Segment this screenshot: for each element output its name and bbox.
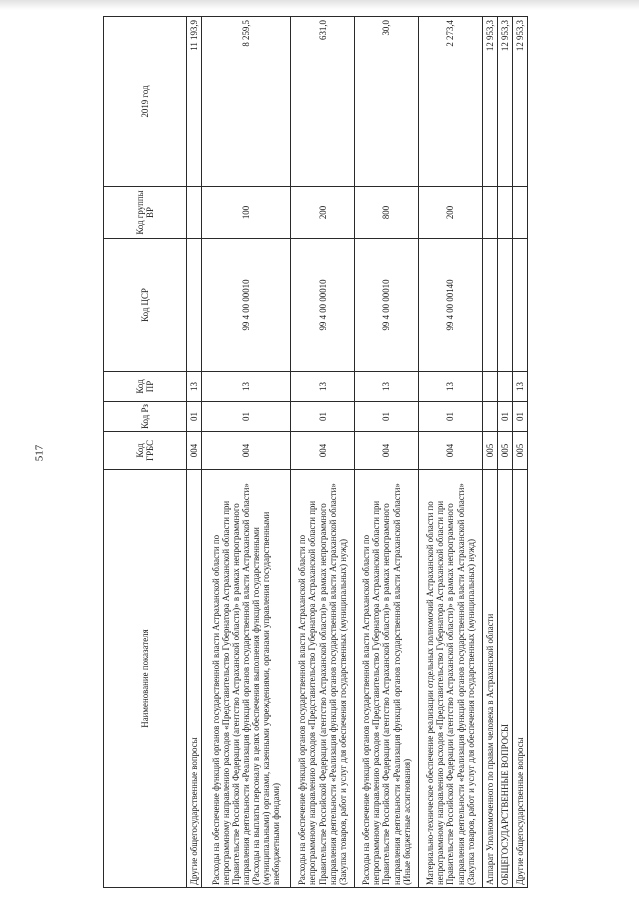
row-pr: 13: [419, 372, 483, 402]
table-row: [187, 17, 202, 888]
row-grbs: 004: [291, 432, 355, 470]
row-amount: 631,0: [291, 17, 355, 187]
rotated-table-container: [103, 17, 528, 888]
row-rz: 01: [513, 402, 528, 432]
row-amount: 12 953,3: [483, 17, 498, 187]
row-rz: 01: [498, 402, 513, 432]
row-grbs: 005: [498, 432, 513, 470]
row-rz: [483, 402, 498, 432]
row-vr: [498, 187, 513, 239]
row-pr: [498, 372, 513, 402]
row-amount: 11 193,9: [187, 17, 202, 187]
row-grbs: 005: [483, 432, 498, 470]
row-pr: 13: [355, 372, 419, 402]
row-amount: 12 953,3: [498, 17, 513, 187]
row-pr: 13: [291, 372, 355, 402]
header-row: [104, 17, 187, 888]
header-csr: Код ЦСР: [104, 239, 187, 372]
row-pr: [483, 372, 498, 402]
table-row: [202, 17, 291, 888]
row-rz: 01: [187, 402, 202, 432]
table-row: [419, 17, 483, 888]
page-number-text: 517: [33, 444, 45, 462]
row-vr: [483, 187, 498, 239]
row-name: Материально-техническое обеспечение реализации отдельных полномочий Астраханской области по непрограммному направлению расходов «Представительство Губернатора Астраханской области при Правительстве Российской Федерации (агентство Астраханской области)» в рамках непрограммного направления деятельности «Реализация функций органов государственной власти Астраханской области» (Закупка товаров, работ и услуг для обеспечения государственных (муниципальных) нужд): [419, 470, 483, 888]
header-rz: Код Рз: [104, 402, 187, 432]
budget-table: [103, 16, 528, 888]
row-rz: 01: [419, 402, 483, 432]
row-name: ОБЩЕГОСУДАРСТВЕННЫЕ ВОПРОСЫ: [498, 470, 513, 888]
header-vr: Код группы ВР: [104, 187, 187, 239]
row-grbs: 004: [187, 432, 202, 470]
row-csr: 99 4 00 00010: [291, 239, 355, 372]
row-vr: [187, 187, 202, 239]
row-pr: 13: [513, 372, 528, 402]
table-row: [513, 17, 528, 888]
scan-shadow: [0, 0, 639, 10]
row-vr: 800: [355, 187, 419, 239]
row-vr: [513, 187, 528, 239]
row-rz: 01: [355, 402, 419, 432]
row-grbs: 004: [355, 432, 419, 470]
row-name: Расходы на обеспечение функций органов государственной власти Астраханской области по непрограммному направлению расходов «Представительство Губернатора Астраханской области при Правительстве Российской Федерации (агентство Астраханской области)» в рамках непрограммного направления деятельности «Реализация функций органов государственной власти Астраханской области» (Закупка товаров, работ и услуг для обеспечения государственных (муниципальных) нужд): [291, 470, 355, 888]
row-amount: 2 273,4: [419, 17, 483, 187]
header-name: Наименование показателя: [104, 470, 187, 888]
row-vr: 100: [202, 187, 291, 239]
row-rz: 01: [291, 402, 355, 432]
table-row: [483, 17, 498, 888]
table-row: [498, 17, 513, 888]
row-rz: 01: [202, 402, 291, 432]
table-header: [104, 17, 187, 888]
row-amount: 30,0: [355, 17, 419, 187]
row-name: Расходы на обеспечение функций органов государственной власти Астраханской области по непрограммному направлению расходов «Представительство Губернатора Астраханской области при Правительстве Российской Федерации (агентство Астраханской области)» в рамках непрограммного направления деятельности «Реализация функций органов государственной власти Астраханской области» (Расходы на выплаты персоналу в целях обеспечения выполнения функций государственными (муниципальными) органами, казенными учреждениями, органами управления государственными внебюджетными фондами): [202, 470, 291, 888]
row-pr: 13: [202, 372, 291, 402]
row-amount: 8 259,5: [202, 17, 291, 187]
row-vr: 200: [419, 187, 483, 239]
table-row: [355, 17, 419, 888]
header-amount: 2019 год: [104, 17, 187, 187]
header-pr: Код ПР: [104, 372, 187, 402]
row-csr: 99 4 00 00010: [202, 239, 291, 372]
row-csr: 99 4 00 00010: [355, 239, 419, 372]
row-name: Расходы на обеспечение функций органов государственной власти Астраханской области по непрограммному направлению расходов «Представительство Губернатора Астраханской области при Правительстве Российской Федерации (агентство Астраханской области)» в рамках непрограммного направления деятельности «Реализация функций органов государственной власти Астраханской области» (Иные бюджетные ассигнования): [355, 470, 419, 888]
row-grbs: 004: [202, 432, 291, 470]
row-grbs: 005: [513, 432, 528, 470]
row-name: Другие общегосударственные вопросы: [513, 470, 528, 888]
row-grbs: 004: [419, 432, 483, 470]
row-csr: [498, 239, 513, 372]
table-row: [291, 17, 355, 888]
table-body: [187, 17, 528, 888]
header-grbs: Код ГРБС: [104, 432, 187, 470]
row-csr: [513, 239, 528, 372]
row-csr: [483, 239, 498, 372]
row-csr: 99 4 00 00140: [419, 239, 483, 372]
row-pr: 13: [187, 372, 202, 402]
row-name: Аппарат Уполномоченного по правам человека в Астраханской области: [483, 470, 498, 888]
row-name: Другие общегосударственные вопросы: [187, 470, 202, 888]
row-amount: 12 953,3: [513, 17, 528, 187]
row-csr: [187, 239, 202, 372]
row-vr: 200: [291, 187, 355, 239]
page-number: [28, 438, 50, 468]
